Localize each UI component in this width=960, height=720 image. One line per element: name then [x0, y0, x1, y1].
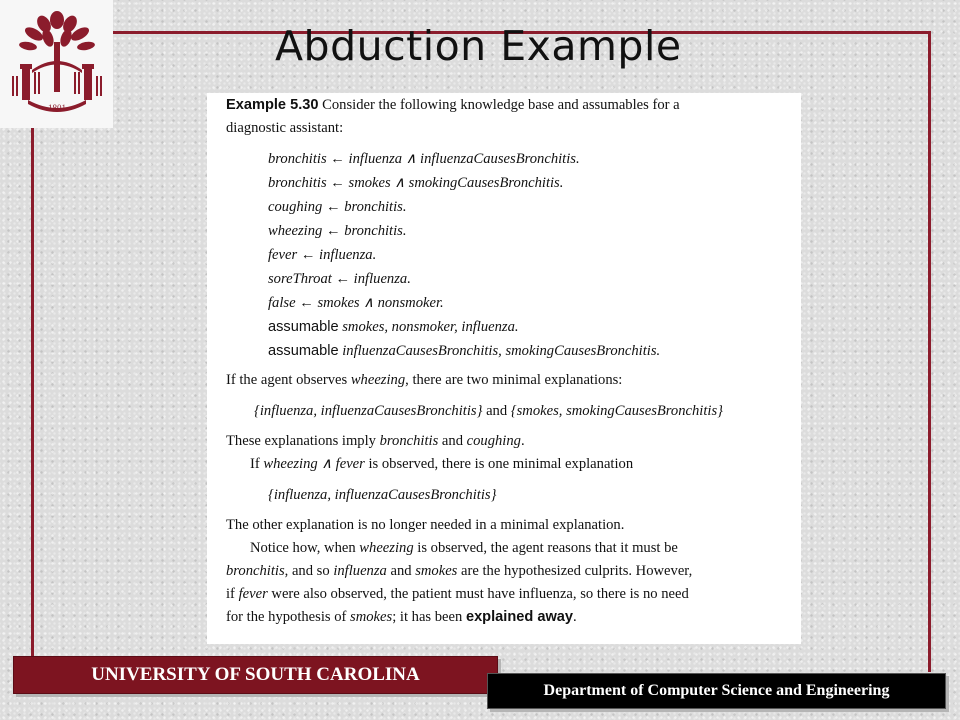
rule-1: bronchitis ← influenza ∧ influenzaCausesBronchitis.: [268, 151, 580, 167]
text-span: influenza: [333, 563, 387, 579]
explained-away-term: explained away: [465, 609, 574, 625]
notice-line-4: [226, 606, 791, 629]
explanations-formula: [226, 398, 791, 424]
assumable-line-1: [268, 315, 791, 339]
text-span: wheezing: [359, 540, 414, 556]
rule-7: false ← smokes ∧ nonsmoker.: [268, 295, 444, 311]
text-span: is observed, the agent reasons that it must be: [413, 540, 678, 556]
text-span: Notice how, when: [250, 540, 360, 556]
knowledge-base: [226, 147, 791, 363]
assumable-keyword: assumable: [268, 319, 339, 335]
imply-sentence: [226, 430, 791, 453]
observation-sentence: [226, 369, 791, 392]
text-span: coughing: [466, 433, 521, 449]
rule-4: wheezing ← bronchitis.: [268, 223, 407, 239]
explanation-2: {smokes, smokingCausesBronchitis}: [510, 403, 723, 419]
textbook-excerpt: [207, 93, 801, 644]
department-banner: [487, 673, 946, 709]
frame-left-line: [31, 128, 34, 660]
text-span: were also observed, the patient must have influenza, so there is no need: [267, 586, 689, 602]
rule-3: coughing ← bronchitis.: [268, 199, 407, 215]
text-span: wheezing: [350, 372, 406, 388]
text-span: and: [438, 433, 467, 449]
rule-2: bronchitis ← smokes ∧ smokingCausesBronchitis.: [268, 175, 564, 191]
text-span: .: [520, 433, 525, 449]
text-span: is observed, there is one minimal explanation: [364, 456, 634, 472]
text-span: and: [386, 563, 416, 579]
text-span: are the hypothesized culprits. However,: [457, 563, 693, 579]
notice-line-3: [226, 583, 791, 606]
department-name: Department of Computer Science and Engineering: [543, 682, 890, 699]
text-span: If: [250, 456, 264, 472]
text-span: .: [573, 609, 577, 625]
single-explanation-formula: [226, 482, 791, 508]
palmetto-logo-icon: [8, 6, 106, 118]
notice-line-1: [226, 537, 791, 560]
text-span: wheezing ∧ fever: [263, 456, 365, 472]
slide-title: Abduction Example: [275, 22, 682, 70]
notice-line-2: [226, 560, 791, 583]
example-heading: Example 5.30: [226, 97, 319, 113]
text-span: bronchitis: [226, 563, 285, 579]
intro-line-2: diagnostic assistant:: [226, 120, 344, 136]
text-span: If the agent observes: [226, 372, 351, 388]
university-name: UNIVERSITY OF SOUTH CAROLINA: [91, 664, 420, 685]
text-span: , and so: [284, 563, 334, 579]
university-banner: [13, 656, 498, 694]
university-logo: [0, 0, 113, 128]
text-span: for the hypothesis of: [226, 609, 351, 625]
text-span: ; it has been: [392, 609, 466, 625]
other-sentence: The other explanation is no longer needed in a minimal explanation.: [226, 517, 625, 533]
text-span: These explanations imply: [226, 433, 380, 449]
assumable-list-1: smokes, nonsmoker, influenza.: [338, 319, 519, 335]
text-span: if: [226, 586, 239, 602]
explanation-3: {influenza, influenzaCausesBronchitis}: [268, 487, 497, 503]
intro-text-1: Consider the following knowledge base and assumables for a: [318, 97, 680, 113]
assumable-keyword: assumable: [268, 343, 339, 359]
explanation-1: {influenza, influenzaCausesBronchitis}: [254, 403, 483, 419]
text-span: smokes: [415, 563, 458, 579]
text-span: smokes: [350, 609, 393, 625]
intro-line-1: [226, 94, 791, 117]
rule-5: fever ← influenza.: [268, 247, 377, 263]
text-span: and: [482, 403, 511, 419]
assumable-list-2: influenzaCausesBronchitis, smokingCausesBronchitis.: [338, 343, 661, 359]
text-span: fever: [238, 586, 268, 602]
text-span: , there are two minimal explanations:: [405, 372, 623, 388]
if-sentence: [226, 453, 791, 476]
text-span: bronchitis: [379, 433, 439, 449]
frame-right-line: [928, 31, 931, 672]
logo-year: 1801: [48, 103, 66, 113]
rule-6: soreThroat ← influenza.: [268, 271, 411, 287]
assumable-line-2: [268, 339, 791, 363]
